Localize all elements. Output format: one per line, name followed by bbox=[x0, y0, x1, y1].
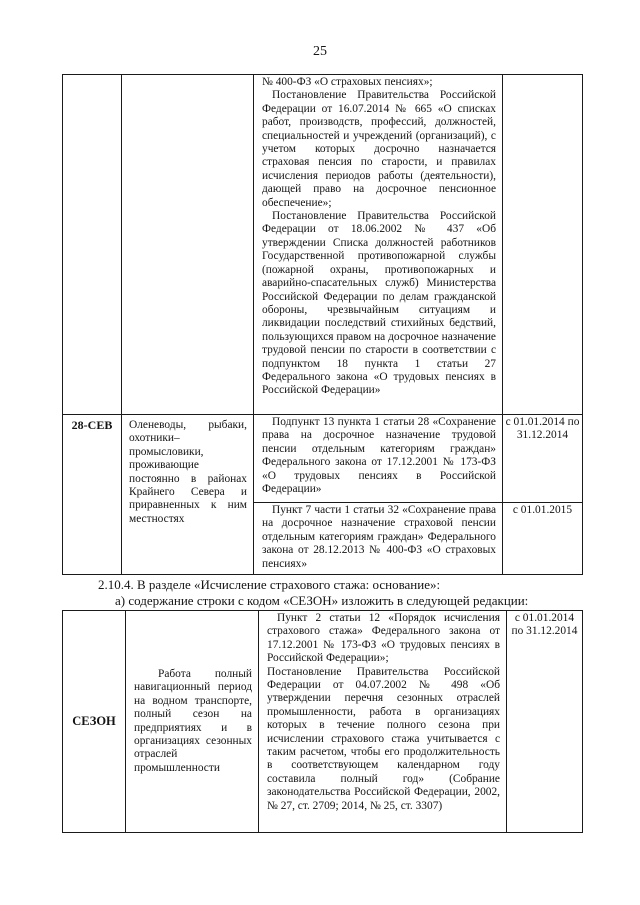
period-cell: с 01.01.2014 по 31.12.2014 bbox=[507, 611, 583, 833]
basis-cell bbox=[254, 75, 503, 415]
description-cell bbox=[122, 75, 254, 415]
basis-cell bbox=[254, 503, 503, 575]
section-heading: 2.10.4. В разделе «Исчисление страхового стажа: основание»: bbox=[98, 577, 441, 592]
sezon-table bbox=[62, 610, 583, 833]
table-row bbox=[63, 611, 583, 833]
basis-paragraph: Пункт 2 статьи 12 «Порядок исчисления страхового стажа» Федерального закона от 17.12.2001 № 173-ФЗ «О трудовых пенсиях в Российской Федерации»; bbox=[267, 612, 500, 665]
description-cell bbox=[126, 611, 259, 833]
code-cell: СЕЗОН bbox=[63, 611, 126, 833]
code-cell: 28-СЕВ bbox=[63, 415, 122, 575]
description-cell: Оленеводы, рыбаки, охотники–промысловики, проживающие постоянно в районах Крайнего Севера и приравненных к ним местностях bbox=[122, 415, 254, 575]
basis-cell bbox=[254, 415, 503, 503]
codes-table-continued bbox=[62, 74, 583, 575]
basis-cell bbox=[259, 611, 507, 833]
period-cell bbox=[503, 75, 583, 415]
period-cell: с 01.01.2015 bbox=[503, 503, 583, 575]
section-subheading: а) содержание строки с кодом «СЕЗОН» изложить в следующей редакции: bbox=[115, 593, 529, 608]
basis-paragraph: Подпункт 13 пункта 1 статьи 28 «Сохранение права на досрочное назначение трудовой пенсии отдельным категориям граждан» Федерального закона от 17.12.2001 № 173-ФЗ «О трудовых пенсиях в Российской Федерации» bbox=[262, 416, 496, 496]
page-number: 25 bbox=[313, 44, 327, 59]
table-row bbox=[63, 75, 583, 415]
basis-paragraph: Постановление Правительства Российской Федерации от 18.06.2002 № 437 «Об утверждении Списка должностей работников Государственной противопожарной службы (пожарной охраны, противопожарных и аварийно-спасательных служб) Министерства Российской Федерации по делам гражданской обороны, чрезвычайным ситуациям и ликвидации последствий стихийных бедствий, пользующихся правом на досрочное назначение трудовой пенсии по старости в соответствии с подпунктом 18 пункта 1 статьи 27 Федерального закона «О трудовых пенсиях в Российской Федерации» bbox=[262, 210, 496, 397]
code-cell bbox=[63, 75, 122, 415]
table-row bbox=[63, 415, 583, 503]
basis-paragraph: Пункт 7 части 1 статьи 32 «Сохранение права на досрочное назначение страховой пенсии отдельным категориям граждан» Федерального закона от 28.12.2013 № 400-ФЗ «О страховых пенсиях» bbox=[262, 504, 496, 570]
basis-paragraph: Постановление Правительства Российской Федерации от 04.07.2002 № 498 «Об утверждении перечня сезонных отраслей промышленности, работа в организациях которых в течение полного сезона при исчислении страхового стажа учитывается с таким расчетом, чтобы его продолжительность в соответствующем календарном году составила полный год» (Собрание законодательства Российской Федерации, 2002, № 27, ст. 2709; 2014, № 25, ст. 3307) bbox=[267, 665, 500, 812]
basis-paragraph: Постановление Правительства Российской Федерации от 16.07.2014 № 665 «О списках работ, производств, профессий, должностей, специальностей и учреждений (организаций), с учетом которых досрочно назначается страховая пенсия по старости, и правилах исчисления периодов работы (деятельности), дающей право на досрочное пенсионное обеспечение»; bbox=[262, 89, 496, 209]
period-cell: с 01.01.2014 по 31.12.2014 bbox=[503, 415, 583, 503]
description-text: Работа полный навигационный период на водном транспорте, полный сезон на предприятиях и в организациях сезонных отраслей промышленности bbox=[134, 667, 252, 774]
basis-paragraph: № 400-ФЗ «О страховых пенсиях»; bbox=[262, 76, 433, 88]
